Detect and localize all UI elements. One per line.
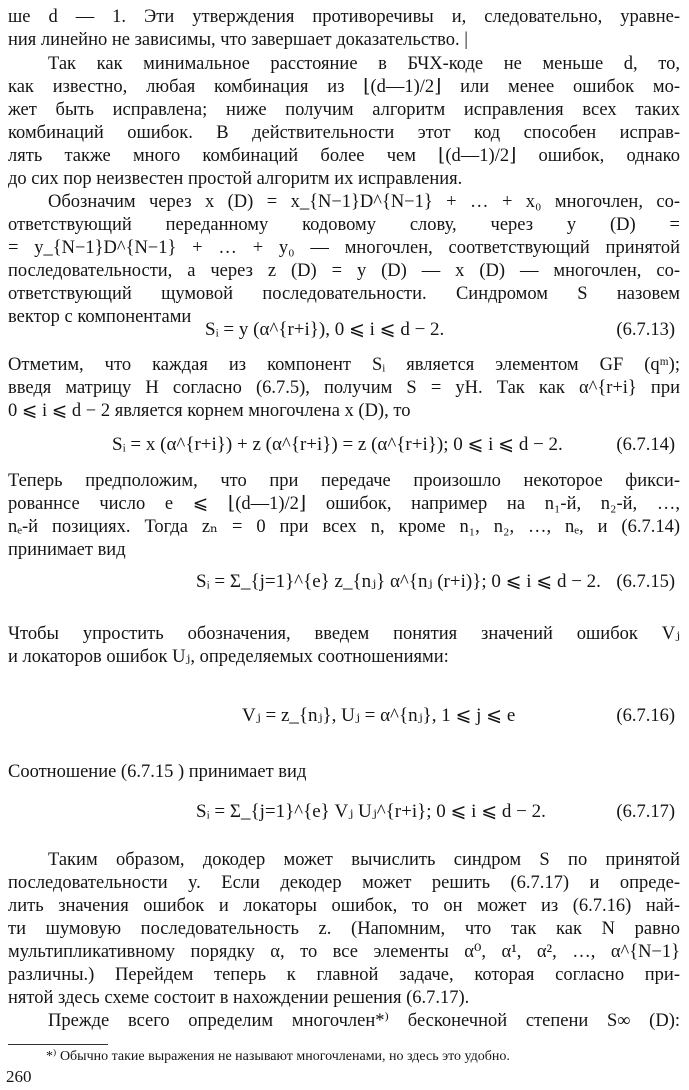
text-line: и локаторов ошибок Uⱼ, определяемых соотношениями: <box>8 647 449 667</box>
equation: Sᵢ = x (α^{r+i}) + z (α^{r+i}) = z (α^{r+i}); 0 ⩽ i ⩽ d − 2. <box>112 434 563 455</box>
text-line: = y_{N−1}D^{N−1} + … + y₀ — многочлен, соответствующий принятой <box>8 238 680 258</box>
text-line: лить значения ошибок и локаторы ошибок, то он может из (6.7.16) най- <box>8 896 680 916</box>
equation: Sᵢ = Σ_{j=1}^{e} Vⱼ Uⱼ^{r+i}; 0 ⩽ i ⩽ d − 2. <box>196 801 546 822</box>
text-line: nₑ-й позициях. Тогда zₙ = 0 при всех n, кроме n₁, n₂, …, nₑ, и (6.7.14) <box>8 517 680 537</box>
text-line: жет быть исправлена; ниже получим алгоритм исправления всех таких <box>8 100 680 120</box>
equation: Sᵢ = Σ_{j=1}^{e} z_{nⱼ} α^{nⱼ (r+i)}; 0 ⩽ i ⩽ d − 2. <box>196 571 601 592</box>
text-line: различны.) Перейдем теперь к главной задаче, которая согласно при- <box>8 965 680 985</box>
text-line: последовательности, а через z (D) = y (D) — x (D) — многочлен, со- <box>8 261 680 281</box>
text-line: Прежде всего определим многочлен*⁾ бесконечной степени S∞ (D): <box>48 1011 680 1031</box>
text-line: комбинаций ошибок. В действительности этот код способен исправ- <box>8 123 680 143</box>
text-line: лять также много комбинаций более чем ⌊(d—1)/2⌋ ошибок, однако <box>8 146 680 166</box>
equation-number: (6.7.15) <box>616 572 675 592</box>
equation-number: (6.7.14) <box>616 435 675 455</box>
text-line: рованнсе число e ⩽ ⌊(d—1)/2⌋ ошибок, например на n₁-й, n₂-й, …, <box>8 494 680 514</box>
text-line: Обозначим через x (D) = x_{N−1}D^{N−1} + … + x₀ многочлен, со- <box>48 192 680 212</box>
footnote: *⁾ Обычно такие выражения не называют многочленами, но здесь это удобно. <box>46 1049 510 1064</box>
text-line: Отметим, что каждая из компонент Sᵢ является элементом GF (qᵐ); <box>8 355 680 375</box>
text-line: ответствующий щумовой последовательности. Синдромом S назовем <box>8 284 680 304</box>
footnote-rule <box>8 1044 108 1045</box>
text-line: 0 ⩽ i ⩽ d − 2 является корнем многочлена x (D), то <box>8 401 411 421</box>
text-line: ти шумовую последовательность z. (Напомним, что так как N равно <box>8 919 680 939</box>
text-line: принимает вид <box>8 540 126 560</box>
text-line: вектор с компонентами <box>8 307 192 327</box>
text-line: как известно, любая комбинация из ⌊(d—1)/2⌋ или менее ошибок мо- <box>8 77 680 97</box>
equation: Sᵢ = y (α^{r+i}), 0 ⩽ i ⩽ d − 2. <box>205 319 445 340</box>
text-line: до сих пор неизвестен простой алгоритм их исправления. <box>8 169 463 189</box>
equation-number: (6.7.16) <box>616 706 675 726</box>
text-line: последовательности y. Если декодер может решить (6.7.17) и опреде- <box>8 873 680 893</box>
text-line: ния линейно не зависимы, что завершает доказательство. | <box>8 30 468 50</box>
text-line: мультипликативному порядку α, то все элементы α⁰, α¹, α², …, α^{N−1} <box>8 942 680 962</box>
equation: Vⱼ = z_{nⱼ}, Uⱼ = α^{nⱼ}, 1 ⩽ j ⩽ e <box>242 705 516 726</box>
page-number: 260 <box>6 1067 32 1086</box>
equation-number: (6.7.17) <box>616 802 675 822</box>
text-line: Теперь предположим, что при передаче произошло некоторое фикси- <box>8 471 680 491</box>
text-line: Чтобы упростить обозначения, введем понятия значений ошибок Vⱼ <box>8 624 680 644</box>
text-line: введя матрицу H согласно (6.7.5), получим S = yH. Так как α^{r+i} при <box>8 378 680 398</box>
text-line: ответствующий переданному кодовому слову, через y (D) = <box>8 215 680 235</box>
text-line: Так как минимальное расстояние в БЧХ-коде не меньше d, то, <box>48 54 680 74</box>
text-line: нятой здесь схеме состоит в нахождении решения (6.7.17). <box>8 988 470 1008</box>
text-line: Соотношение (6.7.15 ) принимает вид <box>8 762 307 782</box>
equation-number: (6.7.13) <box>616 320 675 340</box>
text-line: Таким образом, докодер может вычислить синдром S по принятой <box>48 850 680 870</box>
text-line: ше d — 1. Эти утверждения противоречивы и, следовательно, уравне- <box>8 7 680 27</box>
